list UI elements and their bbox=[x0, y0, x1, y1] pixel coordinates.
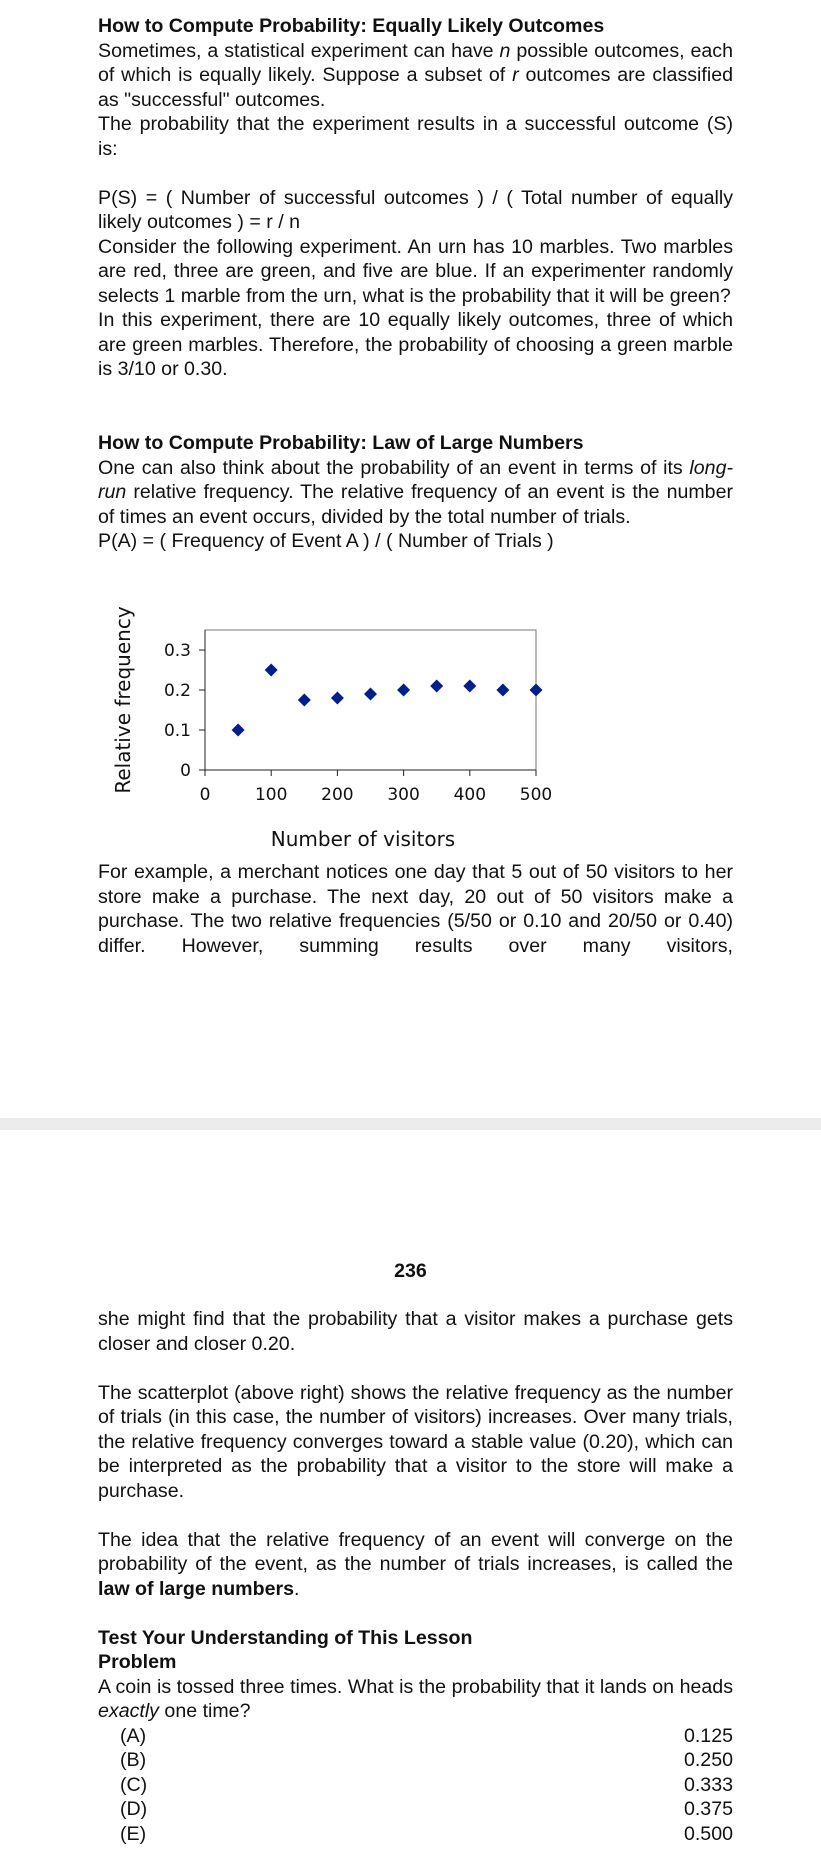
section-law-large-numbers bbox=[98, 431, 733, 554]
x-tick-label: 400 bbox=[453, 785, 487, 805]
scatterplot-relative-frequency bbox=[108, 588, 568, 856]
paragraph-n-outcomes: Sometimes, a statistical experiment can have n possible outcomes, each of which is equally likely. Suppose a subset of r outcomes are classified as "successful" outcomes. bbox=[98, 39, 733, 111]
x-tick-label: 300 bbox=[387, 785, 420, 805]
y-tick-label: 0.1 bbox=[163, 721, 191, 742]
section-title-law-large-numbers: How to Compute Probability: Law of Large Numbers bbox=[98, 432, 584, 454]
formula-pa: P(A) = ( Frequency of Event A ) / ( Number of Trials ) bbox=[98, 530, 554, 552]
formula-ps: P(S) = ( Number of successful outcomes ) / ( Total number of equally likely outcomes ) = r / n bbox=[98, 186, 733, 233]
test-section-title: Test Your Understanding of This Lesson bbox=[98, 1626, 473, 1649]
problem-label: Problem bbox=[98, 1651, 177, 1673]
section-continuation bbox=[98, 1307, 733, 1846]
answer-option-c[interactable]: (C) 0.333 bbox=[120, 1773, 733, 1796]
paragraph-merchant-example: For example, a merchant notices one day that 5 out of 50 visitors to her store make a purchase. The next day, 20 out of 50 visitors make a purchase. The two relative frequencies (5/50 or 0.10 and 20/50 or 0.40) differ. However, summing results over many visitors, bbox=[98, 861, 733, 957]
question-text: A coin is tossed three times. What is the probability that it lands on heads exactly one time? bbox=[98, 1675, 733, 1722]
answer-options bbox=[98, 1724, 733, 1847]
x-tick-label: 100 bbox=[254, 785, 288, 805]
page-237 bbox=[0, 1130, 821, 1852]
page-separator bbox=[0, 1118, 821, 1130]
answer-option-b[interactable]: (B) 0.250 bbox=[120, 1749, 733, 1771]
y-tick-label: 0.2 bbox=[163, 681, 191, 702]
x-tick-label: 0 bbox=[199, 785, 211, 805]
answer-option-a[interactable]: (A) 0.125 bbox=[120, 1724, 733, 1747]
y-tick-label: 0.3 bbox=[163, 641, 191, 662]
section-equally-likely bbox=[98, 14, 733, 382]
answer-option-e[interactable]: (E) 0.500 bbox=[120, 1822, 733, 1845]
y-axis-label: Relative frequency bbox=[111, 606, 135, 794]
section-title-equally-likely: How to Compute Probability: Equally Likely Outcomes bbox=[98, 15, 605, 37]
paragraph-urn-experiment: Consider the following experiment. An urn has 10 marbles. Two marbles are red, three are green, and five are blue. If an experimenter randomly selects 1 marble from the urn, what is the probability that it will be green? bbox=[98, 235, 733, 307]
paragraph-scatterplot-description: The scatterplot (above right) shows the relative frequency as the number of trials (in this case, the number of visitors) increases. Over many trials, the relative frequency converges toward a stable value (0.20), which can be interpreted as the probability that a visitor to the store will make a purchase. bbox=[98, 1381, 733, 1502]
paragraph-long-run: One can also think about the probability of an event in terms of its long-run relative frequency. The relative frequency of an event is the number of times an event occurs, divided by the total number of trials. bbox=[98, 456, 733, 528]
x-axis-label: Number of visitors bbox=[270, 827, 456, 851]
paragraph-urn-answer: In this experiment, there are 10 equally likely outcomes, three of which are green marbles. Therefore, the probability of choosing a green marble is 3/10 or 0.30. bbox=[98, 309, 733, 380]
answer-option-d[interactable]: (D) 0.375 bbox=[120, 1798, 733, 1820]
paragraph-continuation: she might find that the probability that a visitor makes a purchase gets closer and closer 0.20. bbox=[98, 1308, 733, 1355]
page-number: 236 bbox=[394, 1260, 427, 1282]
paragraph-probability-intro: The probability that the experiment results in a successful outcome (S) is: bbox=[98, 113, 733, 160]
paragraph-law-definition: The idea that the relative frequency of an event will converge on the probability of the event, as the number of trials increases, is called the law of large numbers. bbox=[98, 1528, 733, 1600]
section-merchant-example bbox=[98, 860, 733, 958]
x-tick-label: 500 bbox=[519, 785, 553, 805]
y-tick-label: 0 bbox=[180, 761, 191, 781]
x-tick-label: 200 bbox=[321, 785, 354, 805]
